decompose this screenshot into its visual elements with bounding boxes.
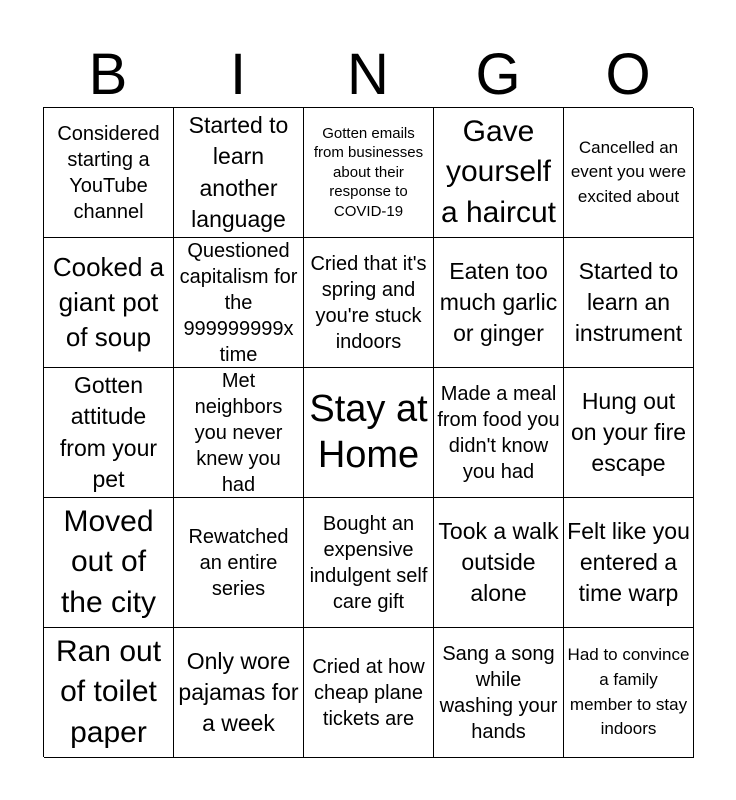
bingo-cell [44,238,174,368]
cell-text: Had to convince a family member to stay indoors [567,645,690,739]
header-letter-o: O [605,42,651,107]
bingo-cell [44,498,174,628]
cell-text: Cooked a giant pot of soup [52,251,165,353]
cell-text: Eaten too much garlic or ginger [439,257,558,347]
bingo-cell [434,108,564,238]
cell-text: Cancelled an event you were excited about [570,137,687,206]
bingo-cell [564,368,694,498]
cell-text: Only wore pajamas for a week [178,647,299,737]
free-space-text: Stay at Home [309,387,428,476]
cell-text: Met neighbors you never knew you had [194,369,283,496]
bingo-cell [44,368,174,498]
bingo-cell [434,498,564,628]
free-space-cell [304,368,434,498]
cell-text: Gave yourself a haircut [440,114,557,229]
cell-text: Moved out of the city [60,504,157,619]
bingo-cell [174,368,304,498]
bingo-cell [44,628,174,758]
bingo-cell [304,108,434,238]
header-letter-i: I [229,42,247,107]
cell-text: Started to learn an instrument [574,257,683,347]
cell-text: Sang a song while washing your hands [439,642,558,743]
bingo-cell [564,498,694,628]
bingo-cell [434,238,564,368]
cell-text: Questioned capitalism for the 999999999x time [179,239,298,366]
header-letter-b: B [88,42,128,107]
cell-text: Gotten emails from businesses about their response to COVID-19 [313,124,424,220]
bingo-header [43,44,693,106]
cell-text: Felt like you entered a time warp [567,517,690,607]
cell-text: Bought an expensive indulgent self care gift [309,512,428,613]
bingo-cell [174,238,304,368]
cell-text: Rewatched an entire series [188,525,289,600]
bingo-cell [434,628,564,758]
cell-text: Gotten attitude from your pet [59,372,158,492]
header-letter-n: N [347,42,389,107]
bingo-cell [304,628,434,758]
cell-text: Cried at how cheap plane tickets are [312,655,425,730]
bingo-cell [564,238,694,368]
bingo-cell [304,498,434,628]
bingo-cell [434,368,564,498]
bingo-cell [304,238,434,368]
cell-text: Hung out on your fire escape [570,387,687,477]
bingo-cell [174,628,304,758]
bingo-cell [174,108,304,238]
cell-text: Considered starting a YouTube channel [57,122,160,223]
cell-text: Made a meal from food you didn't know you had [437,382,560,483]
bingo-cell [564,628,694,758]
bingo-cell [174,498,304,628]
cell-text: Started to learn another language [188,112,289,232]
bingo-cell [564,108,694,238]
bingo-board [43,107,693,757]
cell-text: Took a walk outside alone [438,517,559,607]
header-letter-g: G [475,42,521,107]
bingo-cell [44,108,174,238]
cell-text: Cried that it's spring and you're stuck indoors [310,252,427,353]
cell-text: Ran out of toilet paper [55,634,162,749]
